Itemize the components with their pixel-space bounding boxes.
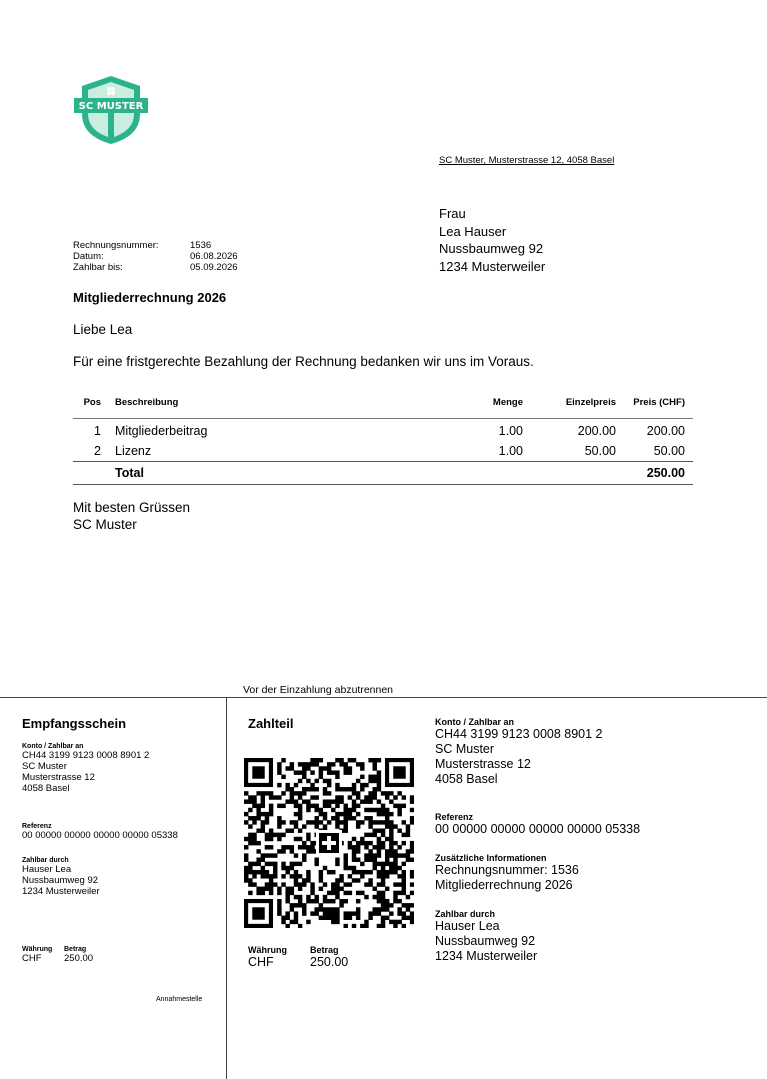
payment-payable-by	[435, 909, 537, 964]
recipient-city: 1234 Musterweiler	[439, 258, 546, 274]
payment-account	[435, 717, 603, 787]
recipient-address	[439, 205, 545, 275]
payment-debtor-name: Hauser Lea	[435, 919, 500, 933]
receipt-amount-label: Betrag	[64, 946, 87, 953]
intro-text: Für eine fristgerechte Bezahlung der Rechnung bedanken wir uns im Voraus.	[73, 354, 534, 369]
invoice-date: 06.08.2026	[190, 251, 238, 262]
receipt-reference-label: Referenz	[22, 823, 52, 830]
receipt-debtor-street: Nussbaumweg 92	[22, 875, 99, 886]
payment-debtor-city: 1234 Musterweiler	[435, 949, 538, 963]
payment-amount-label: Betrag	[310, 945, 339, 955]
receipt-reference	[22, 823, 178, 841]
payment-debtor-street: Nussbaumweg 92	[435, 934, 536, 948]
line-items-table	[73, 392, 693, 485]
receipt-account-label: Konto / Zahlbar an	[22, 743, 84, 750]
payment-iban: CH44 3199 9123 0008 8901 2	[435, 727, 603, 741]
additional-info-label: Zusätzliche Informationen	[435, 853, 547, 863]
total-label: Total	[115, 466, 144, 480]
closing-phrase: Mit besten Grüssen	[73, 500, 191, 515]
payment-amount-value: 250.00	[310, 955, 349, 969]
recipient-salutation: Frau	[439, 206, 466, 221]
receipt-creditor-city: 4058 Basel	[22, 783, 70, 794]
payment-reference-value: 00 00000 00000 00000 00000 05338	[435, 822, 641, 836]
header-unit-price: Einzelpreis	[565, 397, 616, 408]
payment-creditor-street: Musterstrasse 12	[435, 757, 531, 771]
receipt-reference-value: 00 00000 00000 00000 00000 05338	[22, 830, 178, 841]
perforation-horizontal	[0, 697, 767, 698]
receipt-title: Empfangsschein	[22, 716, 127, 731]
due-date: 05.09.2026	[190, 262, 238, 273]
payment-reference	[435, 812, 640, 837]
payment-creditor-city: 4058 Basel	[435, 772, 498, 786]
invoice-title: Mitgliederrechnung 2026	[73, 290, 227, 305]
cell-description: Mitgliederbeitrag	[115, 424, 208, 438]
cell-price: 200.00	[646, 424, 685, 438]
receipt-currency-label: Währung	[22, 946, 53, 953]
total-value: 250.00	[646, 466, 685, 480]
receipt-payable-by-label: Zahlbar durch	[22, 857, 69, 864]
cell-unit-price: 200.00	[577, 424, 616, 438]
cell-description: Lizenz	[115, 444, 152, 458]
payment-additional-info	[435, 853, 579, 893]
cell-unit-price: 50.00	[584, 444, 616, 458]
header-pos: Pos	[83, 397, 101, 408]
header-quantity: Menge	[492, 397, 523, 408]
table-total-row	[73, 461, 693, 485]
payment-reference-label: Referenz	[435, 812, 474, 822]
recipient-name: Lea Hauser	[439, 223, 507, 239]
closing	[73, 499, 190, 533]
payment-currency: CHF	[248, 955, 274, 969]
payment-payable-by-label: Zahlbar durch	[435, 909, 496, 919]
cell-quantity: 1.00	[498, 424, 523, 438]
table-row	[73, 421, 693, 441]
payment-creditor-name: SC Muster	[435, 742, 495, 756]
meta-label: Zahlbar bis:	[73, 262, 123, 273]
payment-amount	[248, 945, 348, 970]
club-logo	[72, 74, 150, 146]
receipt-amount	[22, 946, 93, 964]
meta-label: Datum:	[73, 251, 104, 262]
svg-text:SC MUSTER: SC MUSTER	[78, 101, 144, 112]
closing-signature: SC Muster	[73, 517, 137, 532]
header-price: Preis (CHF)	[633, 397, 685, 408]
cut-instruction: Vor der Einzahlung abzutrennen	[243, 684, 394, 696]
additional-info-invoice-number: Rechnungsnummer: 1536	[435, 863, 579, 877]
payment-account-label: Konto / Zahlbar an	[435, 717, 515, 727]
swiss-qr-code	[244, 758, 414, 928]
additional-info-message: Mitgliederrechnung 2026	[435, 878, 573, 892]
cell-pos: 2	[94, 444, 101, 458]
cell-pos: 1	[94, 424, 101, 438]
table-header	[73, 392, 693, 419]
meta-label: Rechnungsnummer:	[73, 240, 159, 251]
table-row	[73, 441, 693, 461]
receipt-debtor-city: 1234 Musterweiler	[22, 886, 100, 897]
receipt-amount-value: 250.00	[64, 953, 94, 964]
invoice-meta	[73, 240, 238, 273]
sender-address-line: SC Muster, Musterstrasse 12, 4058 Basel	[439, 155, 615, 166]
receipt-creditor-name: SC Muster	[22, 761, 67, 772]
perforation-vertical	[226, 697, 227, 1079]
payment-currency-label: Währung	[248, 945, 287, 955]
cell-quantity: 1.00	[498, 444, 523, 458]
acceptance-point: Annahmestelle	[156, 996, 203, 1003]
cell-price: 50.00	[653, 444, 685, 458]
receipt-creditor-street: Musterstrasse 12	[22, 772, 95, 783]
receipt-payable-by	[22, 857, 100, 897]
receipt-account	[22, 743, 149, 794]
payment-part-title: Zahlteil	[248, 716, 294, 731]
receipt-debtor-name: Hauser Lea	[22, 864, 72, 875]
invoice-number: 1536	[190, 240, 212, 251]
recipient-street: Nussbaumweg 92	[439, 241, 544, 256]
header-description: Beschreibung	[115, 397, 179, 408]
receipt-iban: CH44 3199 9123 0008 8901 2	[22, 750, 150, 761]
receipt-currency: CHF	[22, 953, 42, 964]
greeting: Liebe Lea	[73, 322, 133, 337]
